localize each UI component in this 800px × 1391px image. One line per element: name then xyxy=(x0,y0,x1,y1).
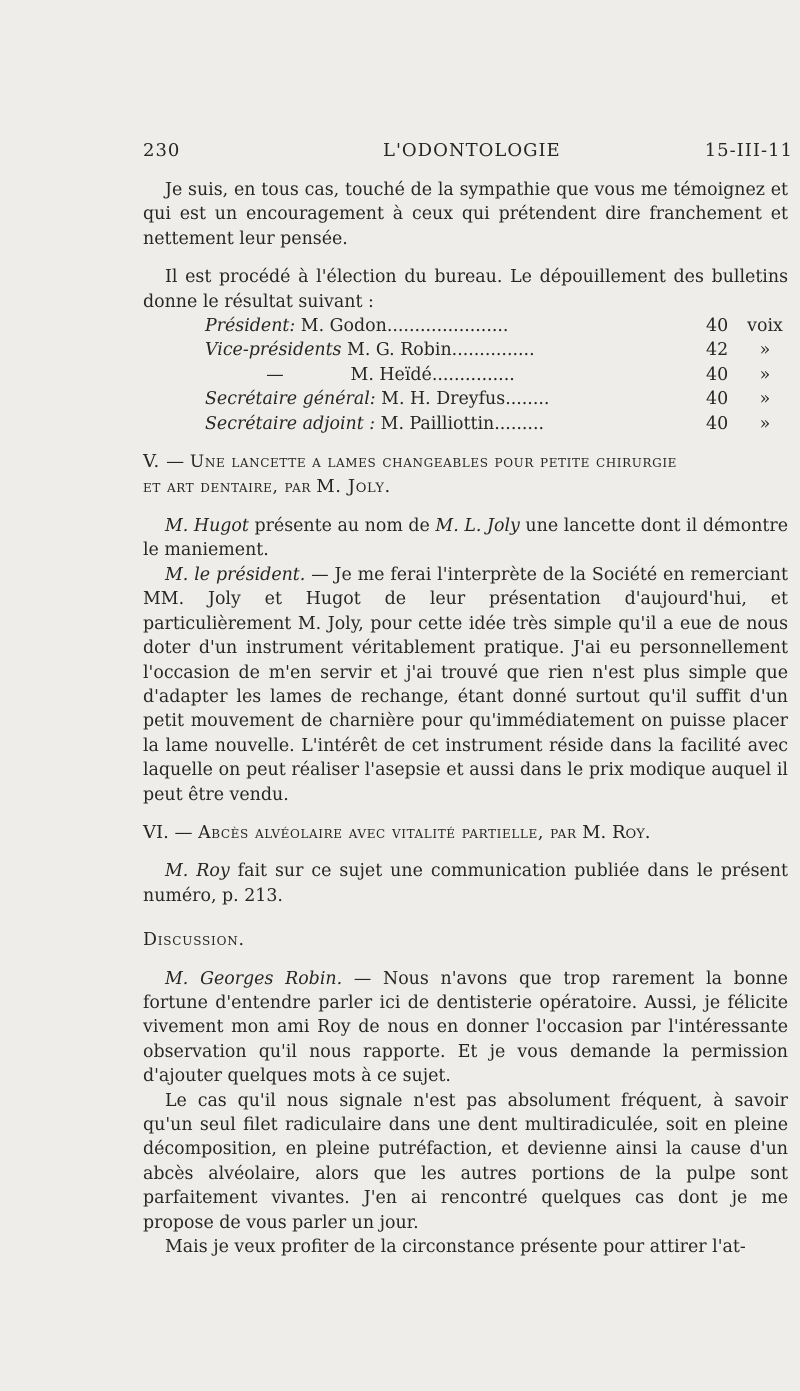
leader-dots: ............... xyxy=(431,364,515,385)
speaker-name: M. Georges Robin. xyxy=(165,968,343,989)
paragraph: Mais je veux profiter de la circonstance présente pour attirer l'at- xyxy=(165,1237,746,1258)
elected-name: M. H. Dreyfus xyxy=(381,389,506,410)
vote-unit: » xyxy=(759,389,771,410)
vote-count: 40 xyxy=(706,389,729,410)
leader-dots: ............... xyxy=(451,340,535,361)
paragraph: M. Roy fait sur ce sujet une communication publiée dans le présent numéro, p. 213. xyxy=(143,861,788,906)
office-role: — M. Heïdé............... xyxy=(266,364,515,385)
paragraph: M. Georges Robin. — Nous n'avons que trop rarement la bonne fortune d'entendre parler ici de dentisterie opératoire. Aussi, je félicite vivement mon ami Roy de nous en donner l'occasion par l'intéressante observation qu'il nous rapporte. Et je vous demande la permission d'ajouter quelques mots à ce sujet. xyxy=(143,968,788,1087)
discussion-heading: Discussion. xyxy=(143,930,245,951)
speaker-name: M. Roy xyxy=(165,861,230,882)
vote-unit: » xyxy=(759,364,771,385)
office-role: Secrétaire adjoint : M. Pailliottin......... xyxy=(205,413,545,434)
election-row xyxy=(143,387,788,411)
election-row xyxy=(143,363,788,387)
office-role: Président: M. Godon...................... xyxy=(205,316,509,337)
elected-name: M. G. Robin xyxy=(347,340,452,361)
vote-count: 40 xyxy=(706,413,729,434)
paragraph: Je suis, en tous cas, touché de la sympathie que vous me témoignez et qui est un encouragement à ceux qui prétendent dire franchement et nettement leur pensée. xyxy=(143,180,788,249)
vote-count: 40 xyxy=(706,364,729,385)
vote-count: 42 xyxy=(706,340,729,361)
paragraph: Le cas qu'il nous signale n'est pas absolument fréquent, à savoir qu'un seul filet radiculaire dans une dent multiradiculée, soit en pleine décomposition, en pleine putréfaction, et devienne ainsi la cause d'un abcès alvéolaire, alors que les autres portions de la pulpe sont parfaitement vivantes. J'en ai rencontré quelques cas dont je me propose de vous parler un jour. xyxy=(143,1090,788,1233)
vote-unit: voix xyxy=(747,316,783,337)
elected-name: M. Heïdé xyxy=(350,364,432,385)
page-body xyxy=(143,178,788,1259)
vote-unit: » xyxy=(759,413,771,434)
election-row xyxy=(143,314,788,338)
elected-name: M. Godon xyxy=(300,316,387,337)
section-heading-vi: VI. — Abcès alvéolaire avec vitalité partielle, par M. Roy. xyxy=(143,821,651,843)
running-header xyxy=(143,140,793,170)
journal-title: L'ODONTOLOGIE xyxy=(383,140,561,161)
elected-name: M. Pailliottin xyxy=(380,413,495,434)
leader-dots: ...................... xyxy=(386,316,509,337)
paragraph: M. le président. — Je me ferai l'interprète de la Société en remerciant MM. Joly et Hugot de leur présentation d'aujourd'hui, et particulièrement M. Joly, pour cette idée très simple qu'il a eue de nous doter d'un instrument véritablement pratique. J'ai eu personnellement l'occasion de m'en servir et j'ai trouvé que rien n'est plus simple que d'adapter les lames de rechange, étant donné surtout qu'il suffit d'un petit mouvement de charnière pour qu'immédiatement on puisse placer la lame nouvelle. L'intérêt de cet instrument réside dans la facilité avec laquelle on peut réaliser l'asepsie et aussi dans le prix modique auquel il peut être vendu. xyxy=(143,564,788,805)
section-heading-v: V. — Une lancette a lames changeables pour petite chirurgie et art dentaire, par M. Joly. xyxy=(143,451,678,498)
vote-unit: » xyxy=(759,340,771,361)
office-role: Secrétaire général: M. H. Dreyfus........ xyxy=(205,389,550,410)
speaker-name: M. le président. xyxy=(165,564,306,585)
election-row xyxy=(143,412,788,436)
speaker-name: M. Hugot xyxy=(165,516,249,537)
election-results xyxy=(143,314,788,436)
page-number: 230 xyxy=(143,140,181,161)
leader-dots: ........ xyxy=(505,389,550,410)
leader-dots: ......... xyxy=(494,413,545,434)
issue-date: 15-III-11 xyxy=(704,140,793,161)
paragraph: M. Hugot présente au nom de M. L. Joly une lancette dont il démontre le maniement. xyxy=(143,516,789,561)
election-row xyxy=(143,338,788,362)
paragraph: Il est procédé à l'élection du bureau. Le dépouillement des bulletins donne le résultat suivant : xyxy=(143,267,788,312)
office-role: Vice-présidents M. G. Robin............... xyxy=(205,340,535,361)
vote-count: 40 xyxy=(706,316,729,337)
